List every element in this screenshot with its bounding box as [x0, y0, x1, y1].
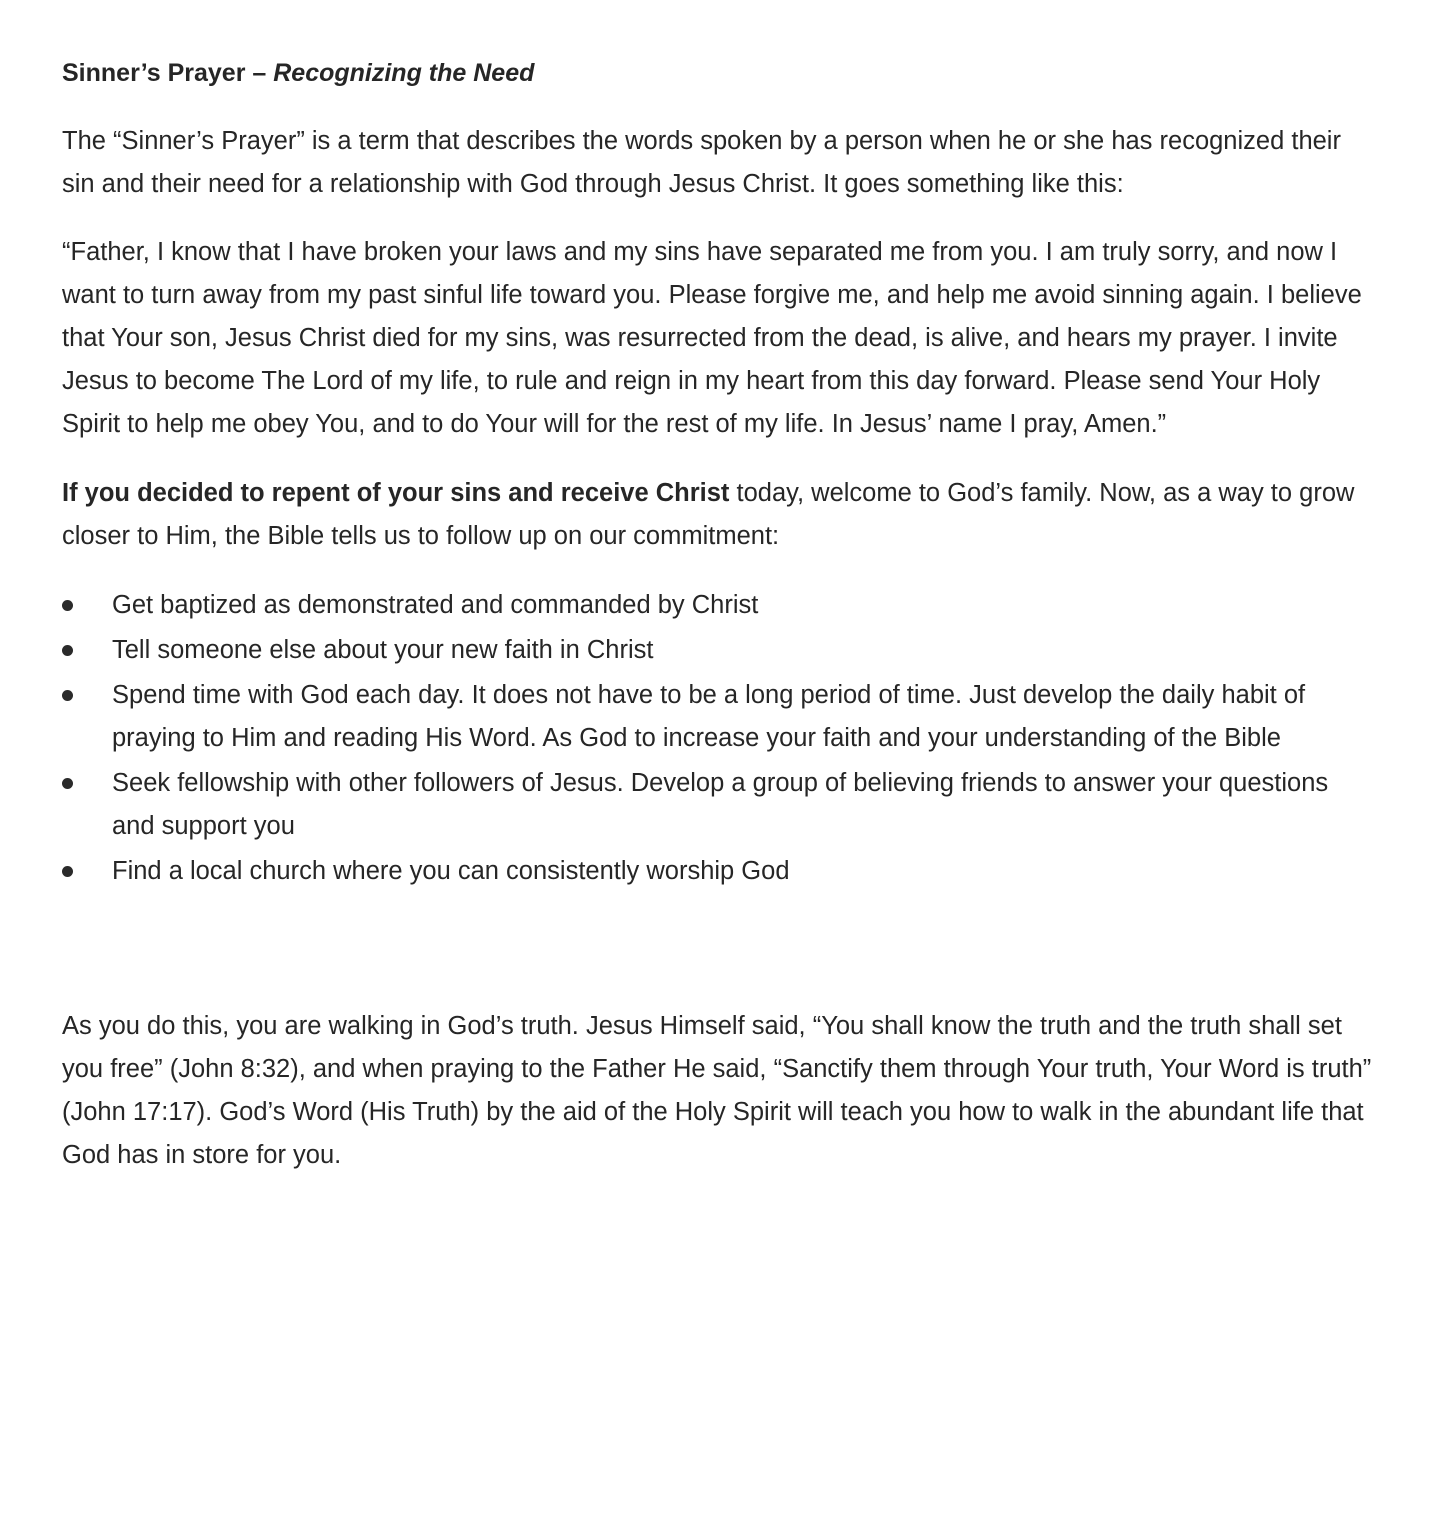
- list-item: [62, 629, 1372, 672]
- list-item-text: Get baptized as demonstrated and commanded by Christ: [112, 591, 759, 619]
- bullet-icon: [62, 690, 73, 701]
- welcome-paragraph: [62, 472, 1372, 558]
- welcome-rest: today, welcome to God’s family. Now, as a way to grow closer to Him, the Bible tells us to follow up on our commitment:: [62, 479, 1355, 550]
- list-item: [62, 584, 1372, 627]
- title-text: Sinner’s Prayer –: [62, 59, 274, 87]
- list-item: [62, 762, 1372, 848]
- bullet-icon: [62, 600, 73, 611]
- list-item-text: Seek fellowship with other followers of Jesus. Develop a group of believing friends to answer your questions and support you: [112, 769, 1329, 840]
- welcome-lead: If you decided to repent of your sins and receive Christ: [62, 479, 730, 507]
- document-page: [62, 50, 1372, 1177]
- page-title: [62, 50, 1372, 96]
- bullet-icon: [62, 778, 73, 789]
- closing-paragraph: As you do this, you are walking in God’s truth. Jesus Himself said, “You shall know the truth and the truth shall set you free” (John 8:32), and when praying to the Father He said, “Sanctify them through Your truth, Your Word is truth” (John 17:17). God’s Word (His Truth) by the aid of the Holy Spirit will teach you how to walk in the abundant life that God has in store for you.: [62, 1012, 1372, 1169]
- list-item-text: Tell someone else about your new faith in Christ: [112, 636, 654, 664]
- steps-list: [62, 584, 1372, 893]
- list-item: [62, 850, 1372, 893]
- title-subtitle: Recognizing the Need: [273, 59, 535, 87]
- list-item-text: Spend time with God each day. It does not have to be a long period of time. Just develop the daily habit of praying to Him and reading His Word. As God to increase your faith and your understanding of the Bible: [112, 681, 1306, 752]
- prayer-paragraph: “Father, I know that I have broken your laws and my sins have separated me from you. I am truly sorry, and now I want to turn away from my past sinful life toward you. Please forgive me, and help me avoid sinning again. I believe that Your son, Jesus Christ died for my sins, was resurrected from the dead, is alive, and hears my prayer. I invite Jesus to become The Lord of my life, to rule and reign in my heart from this day forward. Please send Your Holy Spirit to help me obey You, and to do Your will for the rest of my life. In Jesus’ name I pray, Amen.”: [62, 238, 1362, 438]
- bullet-icon: [62, 645, 73, 656]
- bullet-icon: [62, 866, 73, 877]
- intro-paragraph: The “Sinner’s Prayer” is a term that describes the words spoken by a person when he or she has recognized their sin and their need for a relationship with God through Jesus Christ. It goes something like this:: [62, 127, 1341, 198]
- list-item-text: Find a local church where you can consistently worship God: [112, 857, 790, 885]
- list-item: [62, 674, 1372, 760]
